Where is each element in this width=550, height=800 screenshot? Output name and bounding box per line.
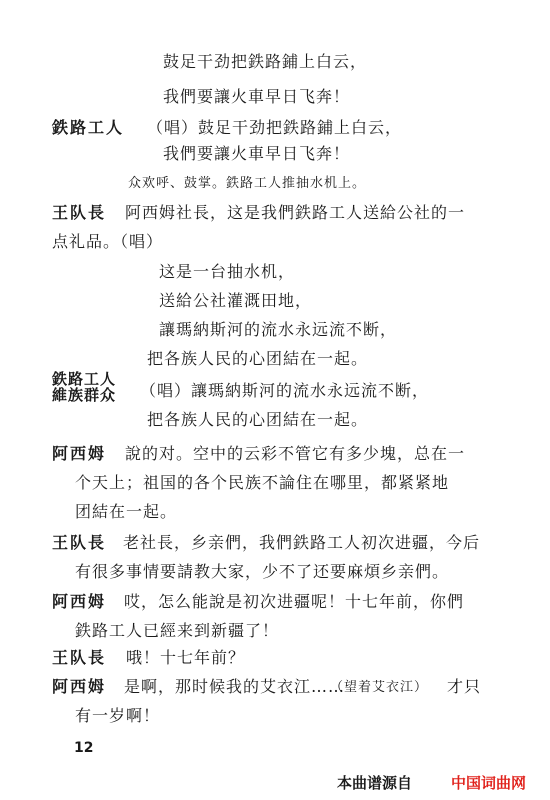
- page-number: 12: [74, 740, 94, 756]
- speaker-name: 王队長: [52, 648, 107, 667]
- lyric-line: 把各族人民的心团結在一起。: [147, 410, 369, 429]
- speaker-name: 阿西姆: [52, 444, 107, 463]
- lyric-line: 送給公社灌溉田地，: [159, 291, 313, 310]
- dialogue-line: 有一岁啊！: [75, 706, 161, 725]
- speaker-name: 維族群众: [52, 386, 117, 404]
- speaker-name: 阿西姆: [52, 592, 107, 611]
- dialogue-line: 阿西姆社長，这是我們鉄路工人送給公社的一: [125, 203, 466, 222]
- source-label: 本曲谱源自: [337, 774, 413, 792]
- dialogue-line: 說的对。空中的云彩不管它有多少塊，总在一: [125, 444, 466, 463]
- dialogue-line: 有很多事情要請教大家，少不了还要麻煩乡亲們。: [75, 562, 450, 581]
- lyric-line: 我們要讓火車早日飞奔！: [163, 144, 351, 163]
- source-site-name: 中国词曲网: [451, 774, 527, 792]
- speaker-name: 阿西姆: [52, 677, 107, 696]
- dialogue-line: 鉄路工人已經来到新疆了！: [75, 621, 280, 640]
- lyric-line: 鼓足干劲把鉄路鋪上白云，: [163, 52, 368, 71]
- speaker-name: 鉄路工人: [52, 370, 117, 388]
- dialogue-line: 是啊，那时候我的艾衣江……: [124, 677, 346, 696]
- dialogue-line: 哦！十七年前？: [126, 648, 246, 667]
- dialogue-line: （唱）鼓足干劲把鉄路鋪上白云，: [147, 118, 403, 137]
- stage-direction: 众欢呼、鼓掌。鉄路工人推抽水机上。: [128, 176, 367, 191]
- lyric-line: 把各族人民的心团結在一起。: [147, 349, 369, 368]
- speaker-name: 王队長: [52, 533, 107, 552]
- dialogue-line: 才只: [447, 677, 482, 696]
- lyric-line: 我們要讓火車早日飞奔！: [163, 87, 351, 106]
- lyric-line: 这是一台抽水机，: [159, 262, 296, 281]
- lyric-line: 讓瑪納斯河的流水永远流不断，: [159, 320, 398, 339]
- dialogue-line: 哎，怎么能說是初次进疆呢！十七年前，你們: [124, 592, 465, 611]
- dialogue-line: 老社長，乡亲們，我們鉄路工人初次进疆，今后: [123, 533, 481, 552]
- speaker-name: 鉄路工人: [52, 118, 125, 137]
- stage-direction: （望着艾衣江）: [330, 680, 429, 695]
- dialogue-line: 团結在一起。: [75, 502, 178, 521]
- speaker-name: 王队長: [52, 203, 107, 222]
- dialogue-line: 点礼品。（唱）: [52, 232, 164, 251]
- dialogue-line: （唱）讓瑪納斯河的流水永远流不断，: [140, 381, 430, 400]
- dialogue-line: 个天上；祖国的各个民族不論住在哪里，都紧紧地: [75, 473, 450, 492]
